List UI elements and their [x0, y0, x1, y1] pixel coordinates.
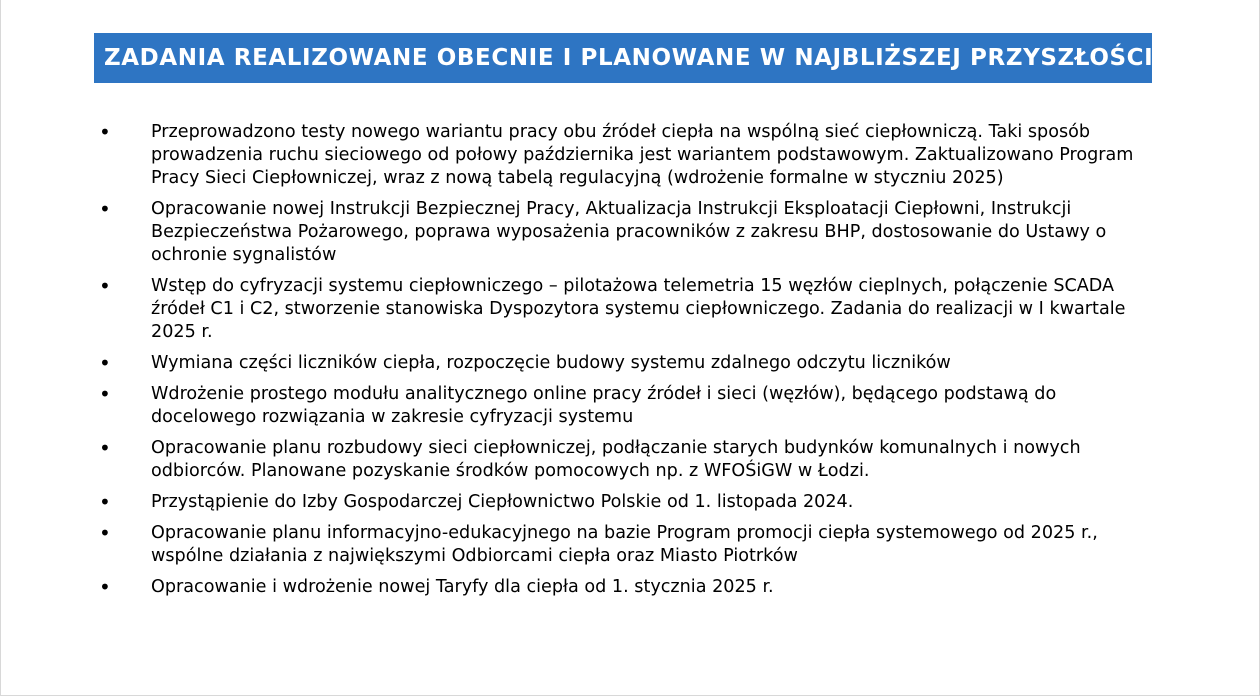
list-item-text: Opracowanie nowej Instrukcji Bezpiecznej Pracy, Aktualizacja Instrukcji Eksploatacji Ciepłowni, Instrukcji Bezpieczeństwa Pożarowego, poprawa wyposażenia pracowników z zakresu BHP, dostosowanie do Ustawy o ochronie sygnalistów: [151, 199, 1107, 265]
bullet-icon: •: [99, 382, 111, 406]
bullet-icon: •: [99, 274, 111, 298]
list-item: [99, 198, 1159, 267]
list-item-text: Wstęp do cyfryzacji systemu ciepłowniczego – pilotażowa telemetria 15 węzłów cieplnych, połączenie SCADA źródeł C1 i C2, stworzenie stanowiska Dyspozytora systemu ciepłowniczego. Zadania do realizacji w I kwartale 2025 r.: [151, 276, 1126, 342]
list-item: [99, 491, 1159, 514]
list-item-text: Opracowanie planu informacyjno-edukacyjnego na bazie Program promocji ciepła systemowego od 2025 r., wspólne działania z największymi Odbiorcami ciepła oraz Miasto Piotrków: [151, 523, 1098, 566]
list-item: [99, 576, 1159, 599]
bullet-icon: •: [99, 575, 111, 599]
slide-title: ZADANIA REALIZOWANE OBECNIE I PLANOWANE W NAJBLIŻSZEJ PRZYSZŁOŚCI: [104, 45, 1154, 71]
list-item-text: Opracowanie i wdrożenie nowej Taryfy dla ciepła od 1. stycznia 2025 r.: [151, 577, 774, 597]
list-item-text: Przystąpienie do Izby Gospodarczej Ciepłownictwo Polskie od 1. listopada 2024.: [151, 492, 854, 512]
list-item-text: Wdrożenie prostego modułu analitycznego online pracy źródeł i sieci (węzłów), będącego podstawą do docelowego rozwiązania w zakresie cyfryzacji systemu: [151, 384, 1057, 427]
bullet-icon: •: [99, 436, 111, 460]
list-item: [99, 275, 1159, 344]
bullet-icon: •: [99, 521, 111, 545]
list-item-text: Wymiana części liczników ciepła, rozpoczęcie budowy systemu zdalnego odczytu liczników: [151, 353, 951, 373]
list-item-text: Opracowanie planu rozbudowy sieci ciepłowniczej, podłączanie starych budynków komunalnych i nowych odbiorców. Planowane pozyskanie środków pomocowych np. z WFOŚiGW w Łodzi.: [151, 438, 1081, 481]
bullet-list: [99, 121, 1159, 607]
bullet-icon: •: [99, 351, 111, 375]
list-item: [99, 352, 1159, 375]
list-item: [99, 437, 1159, 483]
title-bar: [94, 33, 1152, 83]
bullet-icon: •: [99, 197, 111, 221]
bullet-icon: •: [99, 490, 111, 514]
list-item: [99, 522, 1159, 568]
list-item: [99, 121, 1159, 190]
bullet-icon: •: [99, 120, 111, 144]
list-item-text: Przeprowadzono testy nowego wariantu pracy obu źródeł ciepła na wspólną sieć ciepłowniczą. Taki sposób prowadzenia ruchu sieciowego od połowy października jest wariantem podstawowym. Zaktualizowano Program Pracy Sieci Ciepłowniczej, wraz z nową tabelą regulacyjną (wdrożenie formalne w styczniu 2025): [151, 122, 1134, 188]
list-item: [99, 383, 1159, 429]
